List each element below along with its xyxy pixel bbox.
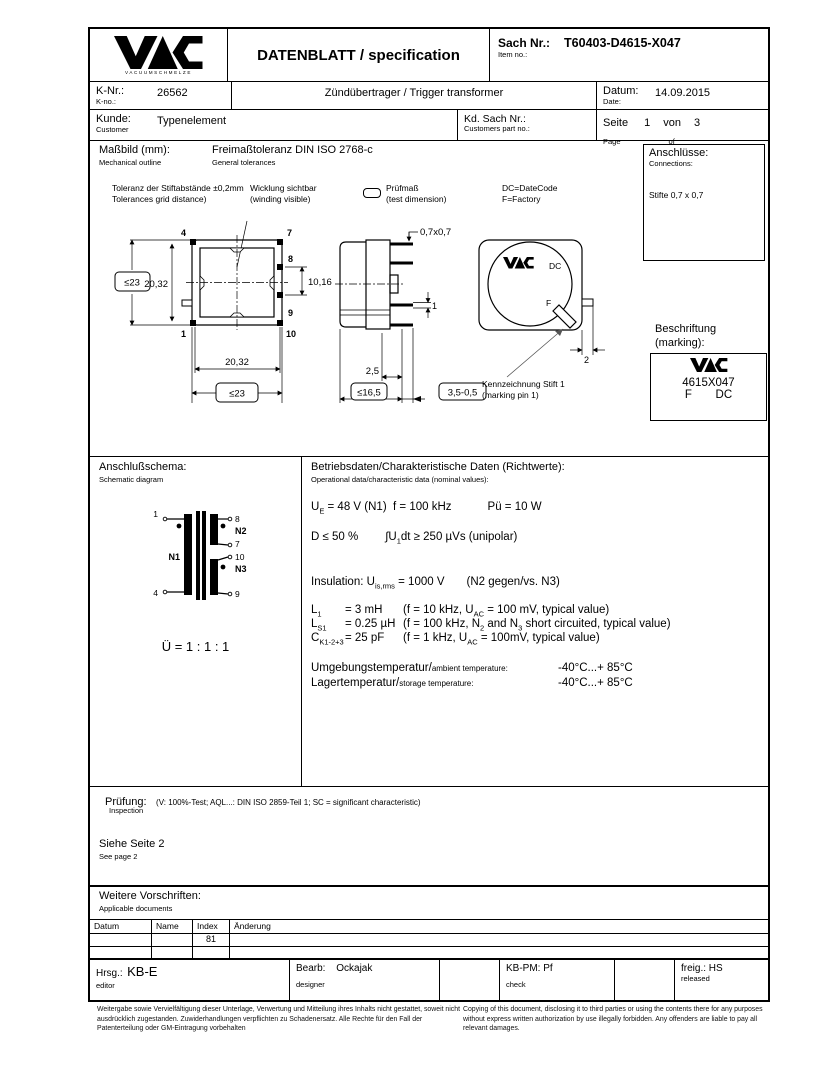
customer-row: [90, 110, 768, 147]
opdata-line-ambient: Umgebungstemperatur/ambient temperature: -40°C...+ 85°C: [311, 662, 633, 674]
connections-value: Stifte 0,7 x 0,7: [649, 190, 704, 200]
marking-fdc: [651, 389, 766, 401]
svg-text:2,5: 2,5: [365, 366, 379, 377]
revision-cell: [193, 947, 230, 958]
customer-part-cell: [458, 110, 597, 140]
svg-text:≤23: ≤23: [229, 388, 245, 400]
connections-subtitle: Connections:: [649, 159, 693, 168]
customer-sublabel: Customer: [96, 124, 129, 134]
released-value: HS: [708, 963, 723, 974]
schema-subtitle: Schematic diagram: [99, 475, 164, 484]
svg-text:N1: N1: [168, 552, 180, 562]
opdata-line-storage: Lagertemperatur/storage temperature: -40°C...+ 85°C: [311, 677, 633, 689]
knr-label: K-Nr.:: [96, 85, 125, 97]
revision-cell: [90, 947, 152, 958]
revision-col-name: Name: [152, 920, 193, 933]
svg-text:10,16: 10,16: [308, 277, 332, 288]
product-title: Zündübertrager / Trigger transformer: [324, 87, 504, 99]
svg-text:3,5-0,5: 3,5-0,5: [447, 387, 478, 399]
svg-text:0,7x0,7: 0,7x0,7: [420, 227, 452, 238]
schematic-cell: [90, 457, 302, 786]
documents-subtitle: Applicable documents: [99, 904, 173, 913]
transformer-schematic: [138, 507, 263, 607]
factory-label: F=Factory: [502, 194, 541, 205]
winding-note-de: Wicklung sichtbar: [250, 183, 317, 193]
customer-label: Kunde:: [96, 113, 131, 125]
test-dimension-en: (test dimension): [386, 194, 447, 205]
revision-cell: [152, 947, 193, 958]
connections-title: Anschlüsse:: [649, 147, 709, 159]
revision-cell: [90, 934, 152, 946]
date-sublabel: Date:: [603, 96, 621, 106]
svg-text:10: 10: [286, 329, 297, 339]
of-sublabel: of: [668, 137, 675, 147]
svg-text:DC: DC: [549, 261, 562, 271]
marking-title-en: (marking):: [655, 336, 705, 349]
svg-text:9: 9: [288, 308, 294, 318]
of-label: von: [663, 117, 681, 129]
date-value: 14.09.2015: [655, 87, 711, 99]
svg-text:7: 7: [287, 228, 293, 238]
document-title: DATENBLATT / specification: [257, 46, 460, 64]
customer-value: Typenelement: [157, 115, 227, 127]
massbild-subtitle: Mechanical outline: [99, 158, 162, 167]
revision-index-value: 81: [193, 934, 230, 946]
revision-row-1: [90, 934, 768, 947]
inspection-note: (V: 100%-Test; AQL...: DIN ISO 2859-Teil 1; SC = significant characteristic): [156, 798, 421, 807]
knr-sublabel: K-no.:: [96, 96, 117, 106]
product-title-cell: [232, 82, 597, 109]
designer-label: Bearb:: [296, 963, 326, 974]
massbild-title: Maßbild (mm):: [99, 144, 170, 156]
knr-row: [90, 82, 768, 110]
released-label: freig.:: [681, 963, 707, 974]
inspection-title: Prüfung:: [105, 796, 147, 808]
mechanical-outline-section: [90, 141, 768, 457]
grid-tolerance-note: [112, 183, 244, 206]
vac-logo-icon: [113, 36, 205, 69]
inspection-section: [90, 787, 768, 887]
winding-note: [250, 183, 317, 206]
revision-cell: [230, 934, 768, 946]
opdata-line-ck: $C_{K1-2+3}= 25$ pF (f = 1 kHz, $U_{AC} = 100mV$, typical value): [311, 632, 600, 647]
marking-pin-note: [482, 379, 565, 402]
svg-text:≤16,5: ≤16,5: [357, 387, 381, 399]
marking-pin-de: Kennzeichnung Stift 1: [482, 379, 565, 389]
editor-cell: [90, 960, 290, 1000]
datecode-label: DC=DateCode: [502, 183, 558, 193]
svg-text:F: F: [546, 298, 552, 308]
svg-text:8: 8: [288, 254, 294, 264]
vac-logo: [90, 29, 228, 81]
marking-box: [650, 353, 767, 421]
svg-text:1: 1: [180, 329, 186, 339]
test-dimension-note: [386, 183, 446, 206]
svg-text:7: 7: [235, 539, 240, 549]
marking-title: [655, 323, 716, 351]
sach-label: Sach Nr.:: [498, 36, 551, 50]
marking-vac-logo: [690, 358, 728, 372]
legal-text-en: Copying of this document, disclosing it to third parties or using the contents there for any purposes without express written authorization by use illegally forbidden. Any offenders are liable to pay all relevant damages.: [463, 1006, 763, 1033]
documents-title: Weitere Vorschriften:: [99, 890, 201, 902]
grid-tolerance-de: Toleranz der Stiftabstände ±0,2mm: [112, 183, 244, 193]
check-label: KB-PM:: [506, 963, 541, 974]
customer-cell: [90, 110, 458, 140]
date-cell: [597, 82, 768, 109]
svg-text:≤23: ≤23: [124, 277, 140, 289]
svg-text:10: 10: [235, 552, 245, 562]
turns-ratio: Ü = 1 : 1 : 1: [161, 639, 230, 654]
marking-f: F: [684, 389, 692, 401]
opdata-line-insulation: Insulation: $U_{is,rms} = 1000$ V (N2 gegen/vs. N3): [311, 576, 560, 591]
approval-row: [90, 960, 768, 1000]
knr-value: 26562: [157, 87, 188, 99]
documents-section: [90, 887, 768, 920]
legal-text-de: Weitergabe sowie Vervielfältigung dieser Unterlage, Verwertung und Mitteilung ihres Inhalts nicht gestattet, soweit nicht ausdrücklich zugestanden. Zuwiderhandlungen verpflichten zu Schadenersatz. Alle Rechte für den Fall der Patenterteilung oder GM-Eintragung vorbehalten: [97, 1006, 460, 1033]
tolerance-subnote: General tolerances: [212, 158, 276, 167]
revision-cell: [152, 934, 193, 946]
revision-row-2: [90, 947, 768, 960]
opdata-title: Betriebsdaten/Charakteristische Daten (Richtwerte):: [311, 461, 565, 473]
document-frame: [88, 27, 770, 1002]
empty-cell: [440, 960, 500, 1000]
svg-text:8: 8: [235, 514, 240, 524]
inspection-subtitle: Inspection: [109, 806, 144, 815]
svg-text:N3: N3: [235, 564, 247, 574]
check-cell: [500, 960, 615, 1000]
svg-text:4: 4: [180, 228, 186, 238]
empty-cell: [615, 960, 675, 1000]
knr-cell: [90, 82, 232, 109]
page-label: Seite: [603, 117, 629, 129]
opdata-subtitle: Operational data/characteristic data (nominal values):: [311, 475, 489, 484]
revision-cell: [230, 947, 768, 958]
kd-sublabel: Customers part no.:: [464, 124, 530, 134]
schema-opdata-section: [90, 457, 768, 787]
schema-title: Anschlußschema:: [99, 461, 187, 473]
opdata-line-duty: D ≤ 50 % $\int U_1dt \ge 250$ µVs (unipolar): [311, 531, 518, 546]
top-view-drawing: [110, 221, 340, 413]
revision-header-row: [90, 920, 768, 934]
check-sublabel: check: [506, 980, 526, 989]
marking-view-drawing: [477, 237, 612, 385]
designer-cell: [290, 960, 440, 1000]
total-pages: 3: [693, 117, 701, 129]
svg-text:2: 2: [584, 355, 590, 365]
datecode-note: [502, 183, 558, 206]
svg-text:20,32: 20,32: [144, 279, 168, 290]
marking-dc: DC: [715, 389, 733, 401]
title-cell: [228, 29, 490, 81]
revision-col-index: Index: [193, 920, 230, 933]
kd-label: Kd. Sach Nr.:: [464, 113, 526, 125]
connections-box: [643, 144, 765, 261]
brand-subtext: VACUUMSCHMELZE: [125, 69, 192, 75]
date-label: Datum:: [603, 85, 639, 97]
part-number-cell: [490, 29, 768, 81]
test-dimension-de: Prüfmaß: [386, 183, 419, 193]
editor-label: Hrsg.:: [96, 968, 123, 979]
grid-tolerance-en: Tolerances grid distance): [112, 194, 207, 205]
svg-text:4: 4: [153, 588, 158, 598]
item-no-label: Item no.:: [498, 50, 528, 59]
editor-sublabel: editor: [96, 981, 115, 990]
svg-text:1: 1: [153, 509, 158, 519]
marking-code: 4615X047: [682, 377, 735, 389]
svg-text:20,32: 20,32: [225, 357, 249, 368]
opdata-line-l1: $L_1 = 3$ mH (f = 10 kHz, $U_{AC} = 100$ mV, typical value): [311, 604, 610, 619]
test-dimension-icon: [363, 188, 381, 198]
designer-sublabel: designer: [296, 980, 325, 989]
see-page-subnote: See page 2: [99, 852, 138, 861]
inspection-title-line: [105, 792, 421, 810]
opdata-line-ls1: $L_{S1} = 0.25$ µH (f = 100 kHz, $N_2$ and $N_3$ short circuited, typical value): [311, 618, 671, 633]
designer-value: Ockajak: [336, 963, 373, 974]
check-value: Pf: [543, 963, 553, 974]
tolerance-note: Freimaßtoleranz DIN ISO 2768-c: [212, 144, 373, 156]
svg-text:N2: N2: [235, 526, 247, 536]
marking-pin-en: (marking pin 1): [482, 390, 539, 401]
page-cell: [597, 110, 768, 147]
editor-value: KB-E: [127, 964, 158, 979]
released-sublabel: released: [681, 974, 710, 983]
revision-col-aenderung: Änderung: [234, 921, 271, 931]
operational-data-cell: [302, 457, 768, 786]
part-number: T60403-D4615-X047: [564, 36, 681, 50]
marking-title-de: Beschriftung: [655, 323, 717, 335]
see-page-note: Siehe Seite 2: [99, 838, 165, 850]
winding-note-en: (winding visible): [250, 194, 311, 205]
opdata-line-voltage: $U_E = 48$ V (N1) f = 100 kHz Pü = 10 W: [311, 501, 542, 516]
svg-text:1: 1: [432, 301, 438, 311]
side-view-drawing: [335, 225, 490, 405]
revision-col-datum: Datum: [90, 920, 152, 933]
page-value: 1: [644, 117, 651, 129]
header-row: [90, 29, 768, 82]
page-sublabel: Page: [603, 137, 621, 147]
released-cell: [675, 960, 768, 1000]
svg-text:9: 9: [235, 589, 240, 599]
